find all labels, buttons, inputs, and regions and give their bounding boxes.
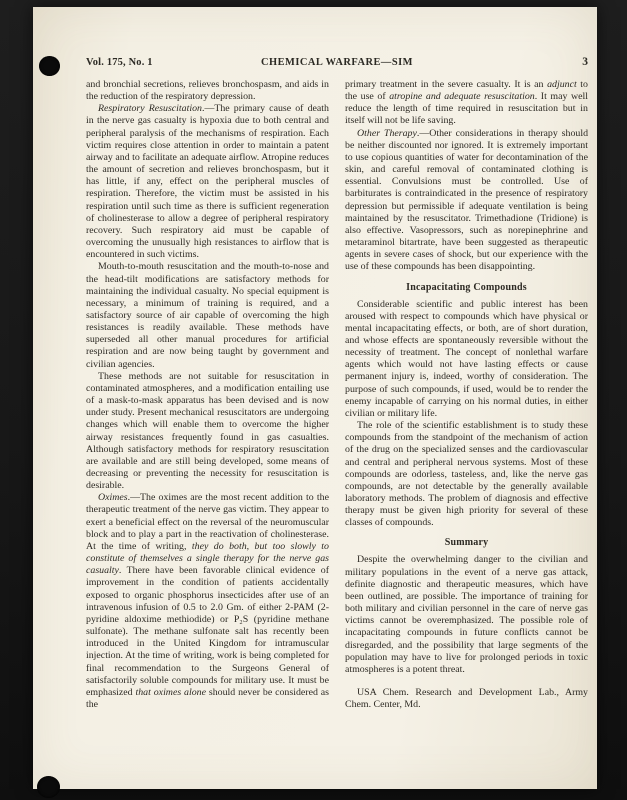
text-run: The role of the scientific establishment is to study these compounds from the standpoint of the mechanism of action of the drug on the specialized senses and the cardiovascular and central and peripheral nervous systems. Most of these compounds are odorless, tasteless, and, like the nerve gas compounds, are not detectable by the generally available laboratory methods. The problem of diagnosis and effective therapy must be given high priority for several of these classes of compounds. [345, 420, 588, 529]
text-run: Despite the overwhelming danger to the civilian and military populations in the event of a nerve gas attack, definite diagnostic and therapeutic measures, which have been outlined, are possible. The importance of training for both military and civilian personnel in the care of nerve gas victims cannot be overemphasized. The possible role of incapacitating compounds in future conflicts cannot be disregarded, and the possibility that large segments of the population may have to live for prolonged periods in toxic atmospheres is a potent threat. [345, 554, 588, 675]
text-run: Mouth-to-mouth resuscitation and the mouth-to-nose and the head-tilt modifications are satisfactory methods for maintaining the individual casualty. No special equipment is necessary, a minimum of training is required, and a satisfactory source of air capable of overcoming the high resistances is readily available. These methods have superseded all other manual procedures for artificial respiration and are now being taught by government and civilian agencies. [86, 261, 329, 370]
paragraph [345, 420, 588, 529]
paragraph [345, 79, 588, 128]
italic-text: Respiratory Resuscitation [98, 103, 202, 115]
paragraph [86, 103, 329, 261]
text-run: Considerable scientific and public interest has been aroused with respect to compounds which have physical or mental incapacitating effects, or both, are of short duration, and whose effects are spontaneously reversible without the necessity of treatment. The concept of nonlethal warfare agents which would not have lasting effects or cause permanent injury is, indeed, worthy of consideration. The purpose of such compounds, if used, would be to render the enemy incapable of carrying on his normal duties, in either civilian or military life. [345, 298, 588, 419]
journal-title: CHEMICAL WARFARE—SIM [261, 57, 413, 68]
italic-text: Oximes [98, 492, 128, 504]
text-run: .—The primary cause of death in the nerve gas casualty is hypoxia due to both central and peripheral paralysis of the mechanisms of respiration. Each victim requires close attention in order to maintain a patent airway and to facilitate an adequate airflow. Atropine reduces the amount of secretion and relieves bronchospasm, but it has little, if any, effect on the peripheral muscles of respiration. Therefore, the victim must be assisted in his respiration until such time as there is sufficient regeneration of cholinesterase to allow a degree of peripheral respiratory recovery. Such respiratory aid must be capable of overcoming the unusually high resistances to airflow that is encountered in such victims. [86, 103, 329, 261]
paragraph [86, 261, 329, 370]
page-number: 3 [582, 56, 588, 68]
text-run: . It may well reduce the length of time required in resuscitation but in itself will not be life saving. [345, 91, 588, 127]
text-run: .—The oximes are the most recent addition to the therapeutic treatment of the nerve gas victim. They appear to exert a beneficial effect on the reversal of the neuromuscular block and to play a part in the reactivation of cholinesterase. At the time of writing, [86, 492, 329, 552]
italic-text: Other Therapy [357, 127, 417, 139]
text-run: . There have been favorable clinical evidence of improvement in the condition of patients accidentally exposed to organic phosphorus insecticides after use of an intravenous infusion of 0.5 to 2.0 Gm. of either 2-PAM (2-pyridine aldoxime methiodide) or P₂S (pyridine methane sulfonate). The methane sulfonate salt has recently been introduced in the United Kingdom for intramuscular injection. At the time of writing, work is being completed for final recommendation to the Surgeons General of satisfactorily soluble compounds for military use. It must be emphasized [86, 565, 329, 698]
volume-label: Vol. 175, No. 1 [86, 57, 153, 68]
italic-text: atropine and adequate resuscitation [389, 91, 535, 103]
section-heading: Incapacitating Compounds [406, 281, 527, 293]
text-run: USA Chem. Research and Development Lab., Army Chem. Center, Md. [345, 687, 588, 711]
paragraph [86, 79, 329, 103]
text-run: primary treatment in the severe casualty. It is an [345, 79, 548, 90]
text-run: .—Other considerations in therapy should be neither discounted nor ignored. It is extremely important to use copious quantities of water for decontamination of the skin, and careful removal of contaminated clothing is essential. Convulsions must be controlled. Use of barbiturates is contraindicated in the presence of respiratory depression but permissible if adequate ventilation is being maintained by the resuscitator. Trimethadione (Tridione) is also effective. Vasopressors, such as norepinephrine and metaraminol bitartrate, have been suggested as therapeutic agents in severe cases of shock, but our experience with the use of these compounds has been disappointing. [345, 127, 588, 273]
document-page [33, 7, 597, 789]
punch-hole-top [39, 56, 60, 76]
text-run: should never be considered as the [86, 686, 329, 710]
paragraph [86, 492, 329, 711]
text-run: to the use of [345, 79, 588, 103]
section-heading: Summary [444, 537, 489, 549]
punch-hole-bottom [37, 776, 60, 798]
paragraph [345, 554, 588, 676]
running-head [86, 56, 588, 68]
text-columns [86, 79, 588, 793]
paragraph [345, 128, 588, 274]
paragraph [345, 299, 588, 421]
italic-text: adjunct [547, 79, 577, 90]
page-content [86, 56, 588, 793]
right-column [345, 79, 588, 793]
text-run: and bronchial secretions, relieves bronchospasm, and aids in the reduction of the respiratory depression. [86, 79, 329, 103]
footnote [345, 687, 588, 711]
text-run: These methods are not suitable for resuscitation in contaminated atmospheres, and a modification entailing use of a mask-to-mask apparatus has been devised and is now under study. Present mechanical resuscitators are undergoing changes which will enable them to overcome the higher airway resistances frequently found in gas casualties. Although satisfactory methods for respiratory resuscitation are available and are still being developed, some means of decreasing or preventing the necessity for resuscitation is desirable. [86, 370, 329, 492]
paragraph [86, 371, 329, 493]
italic-text: they do both, but too slowly to constitute of themselves a single therapy for the nerve gas casualty [86, 540, 329, 577]
left-column [86, 79, 329, 793]
italic-text: that oximes alone [135, 686, 206, 698]
